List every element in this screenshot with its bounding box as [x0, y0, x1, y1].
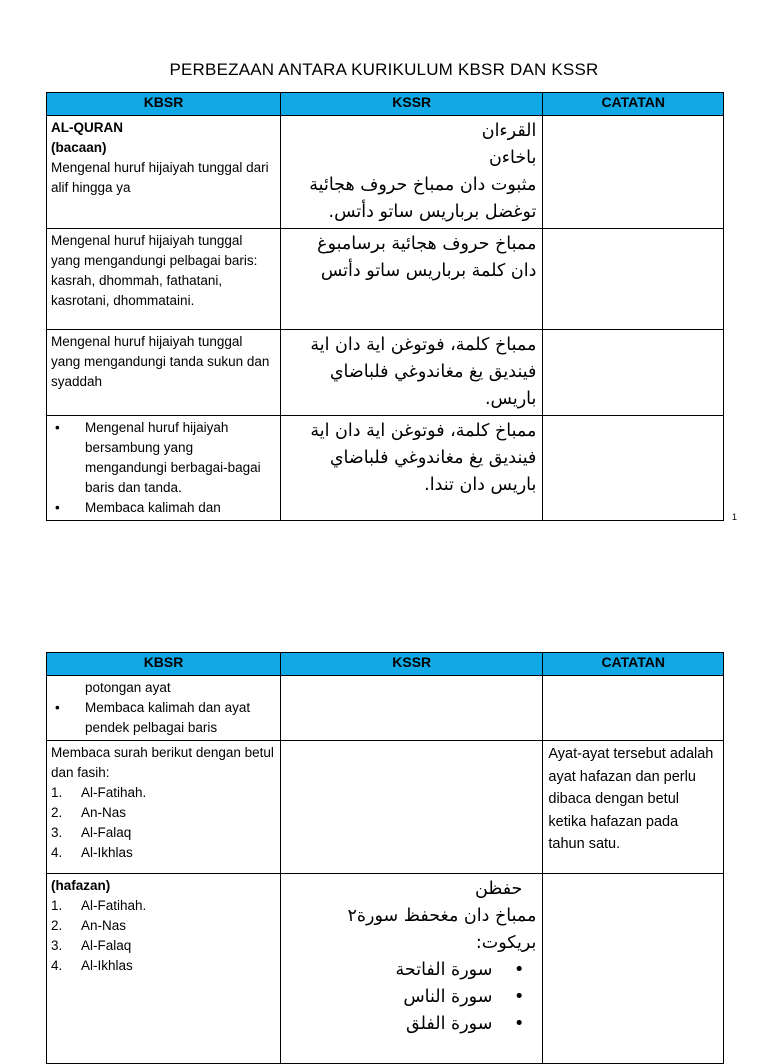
table-row: [47, 416, 724, 521]
kbsr-text: Mengenal huruf hijaiyah tunggal yang mengandungi pelbagai baris: kasrah, dhommah, fathatani, kasrotani, dhommataini.: [51, 233, 258, 308]
table-row: [47, 330, 724, 416]
table-header-row: [47, 653, 724, 676]
kssr-line: القرءان: [481, 121, 537, 141]
kbsr-text: Mengenal huruf hijaiyah tunggal dari alif hingga ya: [51, 160, 269, 195]
table-row: [47, 741, 724, 874]
table-row: [47, 874, 724, 1064]
kssr-cell: [281, 116, 543, 229]
kssr-line: مثبوت دان ممباخ حروف هجائية: [309, 175, 537, 195]
surah-bullet-list: [285, 957, 536, 1038]
section-subheading: (bacaan): [51, 140, 107, 155]
header-catatan: CATATAN: [543, 93, 724, 116]
bullet-icon: •: [514, 960, 525, 980]
header-kbsr: KBSR: [47, 653, 281, 676]
kssr-line: فينديق يغ مغاندوغي فلباضاي: [329, 448, 537, 468]
kbsr-text: Membaca surah berikut dengan betul dan fasih:: [51, 745, 274, 780]
header-kssr: KSSR: [281, 93, 543, 116]
kbsr-cell: [47, 874, 281, 1064]
list-item: 4. Al-Ikhlas: [51, 845, 133, 860]
list-item: • سورة الفلق: [285, 1011, 536, 1038]
comparison-table-page-2: [46, 652, 724, 1064]
kbsr-cell: [47, 116, 281, 229]
kssr-cell: [281, 229, 543, 330]
kssr-cell: [281, 741, 543, 874]
kssr-line: توغضل بربا‌ريس ساتو دأتس.: [328, 202, 537, 222]
list-item: 4. Al-Ikhlas: [51, 958, 133, 973]
kbsr-cell: [47, 676, 281, 741]
kssr-line: دان كلمة بربا‌ريس ساتو دأتس: [320, 261, 537, 281]
catatan-cell: Ayat-ayat tersebut adalah ayat hafazan dan perlu dibaca dengan betul ketika hafazan pada tahun satu.: [543, 741, 724, 874]
kssr-line: باخاءن: [488, 148, 537, 168]
list-item: 1. Al-Fatihah.: [51, 898, 147, 913]
catatan-cell: [543, 416, 724, 521]
list-item: 1. Al-Fatihah.: [51, 785, 147, 800]
list-item: 2. An-Nas: [51, 805, 127, 820]
kssr-line: ممباخ كلمة، فوتوغن اية دان اية: [310, 421, 537, 441]
header-catatan: CATATAN: [543, 653, 724, 676]
kssr-cell: [281, 416, 543, 521]
kssr-line: ممباخ دان مغحفظ سورة٢: [347, 906, 537, 926]
surah-list: [51, 896, 275, 976]
kbsr-cell: [47, 416, 281, 521]
bullet-icon: •: [55, 500, 60, 515]
bullet-icon: •: [55, 420, 60, 435]
table-header-row: [47, 93, 724, 116]
kbsr-cell: [47, 741, 281, 874]
table-row: [47, 229, 724, 330]
header-kbsr: KBSR: [47, 93, 281, 116]
catatan-cell: [543, 229, 724, 330]
comparison-table-page-1: [46, 92, 724, 521]
kssr-cell: [281, 676, 543, 741]
kssr-line: باريس.: [484, 389, 537, 409]
kbsr-cell: [47, 330, 281, 416]
list-item: 3. Al-Falaq: [51, 825, 132, 840]
list-item-continuation: potongan ayat: [85, 680, 171, 695]
list-item: • Membaca kalimah dan ayat pendek pelbagai baris: [55, 700, 251, 735]
kssr-line: بريكوت:: [475, 933, 537, 953]
kssr-line: حفظن: [475, 879, 523, 899]
catatan-cell: [543, 676, 724, 741]
kbsr-text: Mengenal huruf hijaiyah tunggal yang mengandungi tanda sukun dan syaddah: [51, 334, 270, 389]
table-row: [47, 116, 724, 229]
list-item: • سورة الناس: [285, 984, 536, 1011]
bullet-icon: •: [514, 987, 525, 1007]
kbsr-bullet-list: [51, 418, 275, 518]
kssr-line: ممباخ حروف هجائية برسامبوغ: [317, 234, 537, 254]
page-number: 1: [732, 512, 738, 522]
table-row: [47, 676, 724, 741]
kssr-cell: [281, 874, 543, 1064]
kbsr-cell: [47, 229, 281, 330]
kssr-line: فينديق يغ مغاندوغي فلباضاي: [329, 362, 537, 382]
catatan-cell: [543, 330, 724, 416]
header-kssr: KSSR: [281, 653, 543, 676]
kssr-line: باريس دان تندا.: [424, 475, 537, 495]
document-title: PERBEZAAN ANTARA KURIKULUM KBSR DAN KSSR: [169, 60, 599, 79]
catatan-cell: [543, 874, 724, 1064]
list-item: • سورة الفاتحة: [285, 957, 536, 984]
list-item: • Membaca kalimah dan: [51, 498, 275, 518]
section-heading: AL-QURAN: [51, 120, 123, 135]
kbsr-bullet-list: [51, 698, 275, 738]
bullet-icon: •: [55, 700, 60, 715]
surah-list: [51, 783, 275, 863]
kssr-cell: [281, 330, 543, 416]
section-subheading: (hafazan): [51, 878, 111, 893]
list-item: 2. An-Nas: [51, 918, 127, 933]
catatan-cell: [543, 116, 724, 229]
bullet-icon: •: [514, 1014, 525, 1034]
list-item: 3. Al-Falaq: [51, 938, 132, 953]
kssr-line: ممباخ كلمة، فوتوغن اية دان اية: [310, 335, 537, 355]
list-item: • Mengenal huruf hijaiyah bersambung yang mengandungi berbagai-bagai baris dan tanda.: [55, 420, 261, 495]
